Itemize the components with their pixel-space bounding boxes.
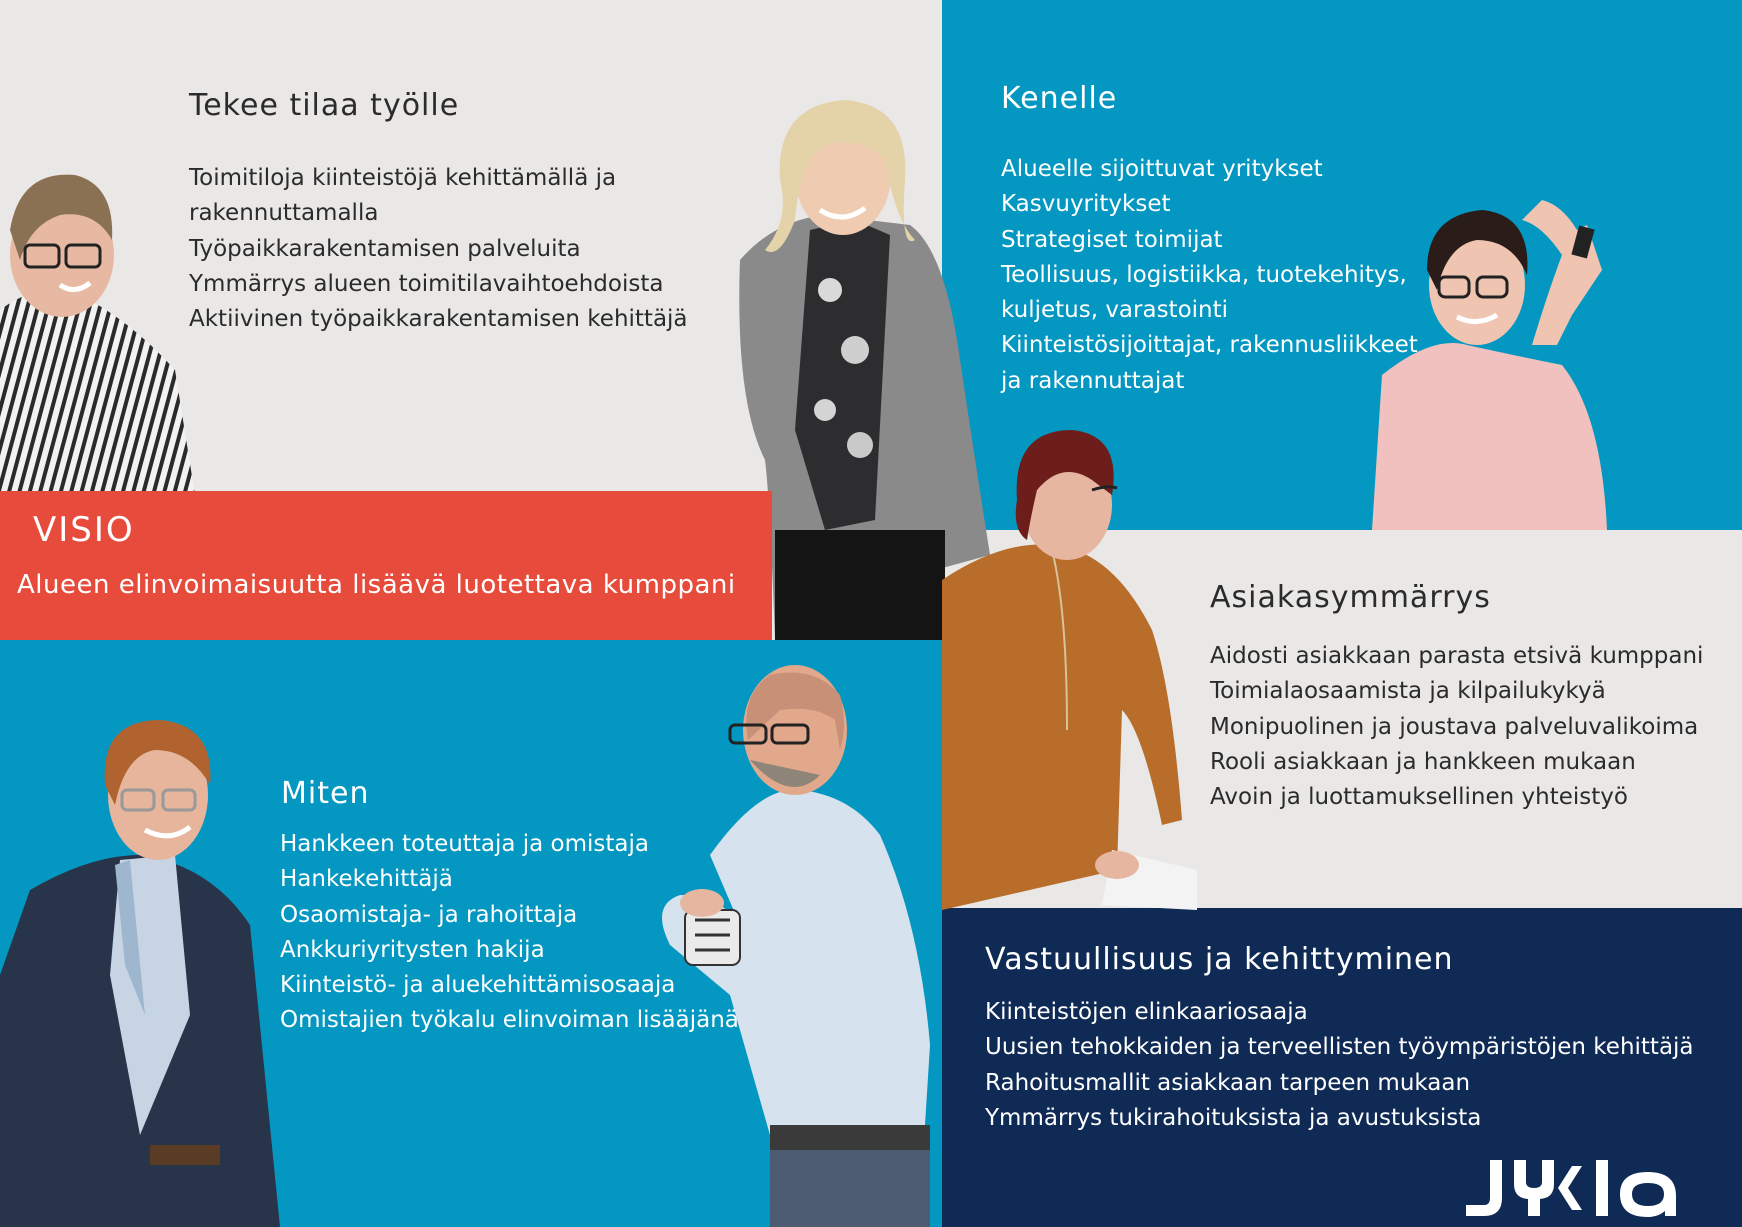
list-item: Kiinteistöjen elinkaariosaaja [985, 999, 1308, 1025]
list-item: Monipuolinen ja joustava palveluvalikoima [1210, 713, 1699, 740]
list-item: Kiinteistösijoittajat, rakennusliikkeet [1001, 332, 1418, 359]
list-item: Ymmärrys alueen toimitilavaihtoehdoista [189, 270, 664, 297]
list-item: Alueelle sijoittuvat yritykset [1001, 156, 1323, 182]
vastuu-title: Vastuullisuus ja kehittyminen [985, 942, 1454, 977]
list-item: Ankkuriyritysten hakija [280, 936, 545, 963]
person-photo [942, 430, 1202, 910]
list-item: kuljetus, varastointi [1001, 297, 1229, 324]
list-item: Teollisuus, logistiikka, tuotekehitys, [1001, 261, 1407, 288]
person-photo [0, 715, 290, 1227]
list-item: Strategiset toimijat [1001, 226, 1223, 253]
tekee-list [189, 161, 688, 337]
kenelle-list [1001, 152, 1418, 399]
vastuu-list [985, 995, 1694, 1136]
list-item: Uusien tehokkaiden ja terveellisten työympäristöjen kehittäjä [985, 1034, 1694, 1061]
list-item: Kiinteistö- ja aluekehittämisosaaja [280, 972, 676, 999]
miten-title: Miten [281, 776, 370, 811]
list-item: ja rakennuttajat [1001, 367, 1185, 394]
list-item: Aktiivinen työpaikkarakentamisen kehittäjä [189, 306, 688, 333]
visio-statement: Alueen elinvoimaisuutta lisäävä luotettava kumppani [17, 570, 736, 600]
asiakas-list [1210, 639, 1703, 815]
list-item: Ymmärrys tukirahoituksista ja avustuksista [985, 1104, 1482, 1131]
miten-list [280, 827, 739, 1039]
list-item: rakennuttamalla [189, 200, 379, 227]
list-item: Osaomistaja- ja rahoittaja [280, 901, 578, 928]
list-item: Rooli asiakkaan ja hankkeen mukaan [1210, 748, 1636, 775]
list-item: Hankkeen toteuttaja ja omistaja [280, 831, 649, 857]
person-photo [0, 170, 200, 495]
list-item: Aidosti asiakkaan parasta etsivä kumppani [1210, 643, 1704, 669]
list-item: Toimitiloja kiinteistöjä kehittämällä ja [189, 165, 617, 191]
list-item: Kasvuyritykset [1001, 191, 1171, 218]
list-item: Toimialaosaamista ja kilpailukykyä [1210, 678, 1606, 705]
list-item: Rahoitusmallit asiakkaan tarpeen mukaan [985, 1069, 1471, 1096]
list-item: Avoin ja luottamuksellinen yhteistyö [1210, 784, 1628, 811]
visio-title: VISIO [33, 510, 135, 550]
tekee-title: Tekee tilaa työlle [189, 88, 460, 123]
list-item: Omistajien työkalu elinvoiman lisääjänä [280, 1007, 739, 1034]
list-item: Työpaikkarakentamisen palveluita [189, 235, 581, 262]
asiakas-title: Asiakasymmärrys [1210, 580, 1491, 615]
kenelle-title: Kenelle [1001, 81, 1118, 116]
list-item: Hankekehittäjä [280, 866, 453, 893]
jykia-logo [1462, 1158, 1714, 1218]
